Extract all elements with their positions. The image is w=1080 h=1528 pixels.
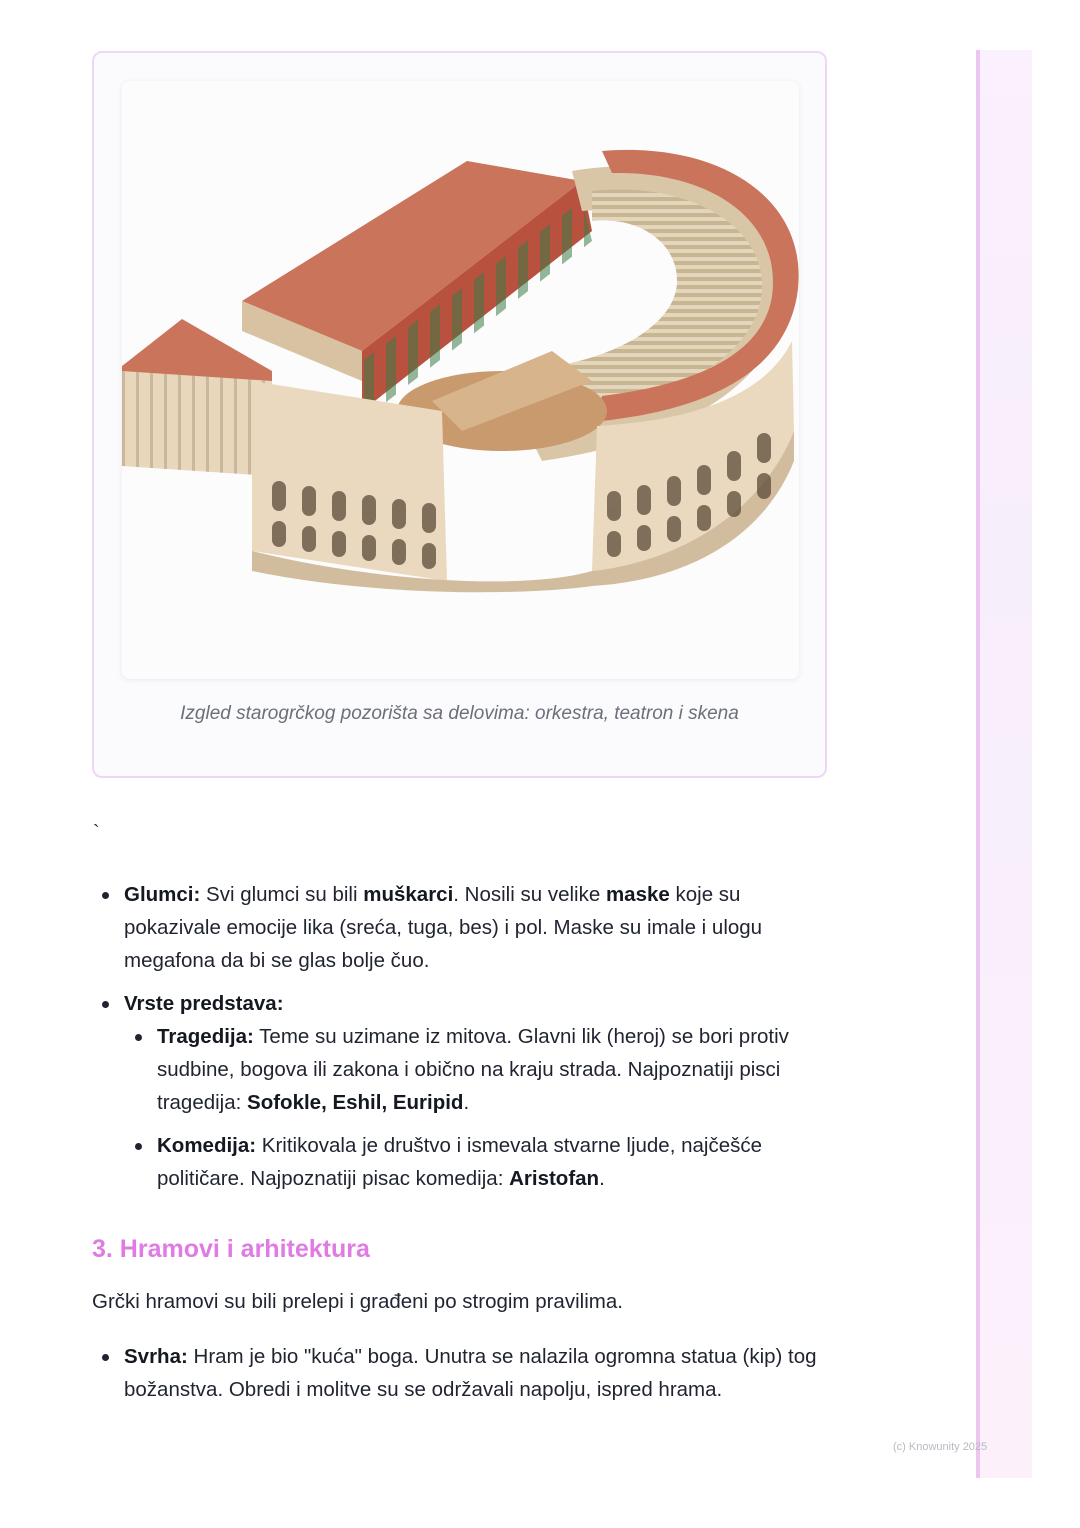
bold-text: maske [605,883,670,906]
theater-illustration [122,81,799,679]
bold-text: Sofokle, Eshil, Euripid [247,1091,464,1114]
text: Hram je bio "kuća" boga. Unutra se nalazila ogromna statua (kip) tog božanstva. Obredi i molitve su se održavali napolju, ispred hrama. [124,1345,817,1401]
copyright-footer: (c) Knowunity 2025 [893,1441,988,1453]
main-content [92,878,822,1416]
term-svrha: Svrha: [124,1345,188,1368]
play-types-list [124,1020,822,1195]
term-vrste: Vrste predstava: [124,992,284,1015]
theater-list [92,878,822,1195]
text: Teme su uzimane iz mitova. Glavni lik (heroj) se bori protiv sudbine, bogova ili zakona i obično na kraju strada. Najpoznatiji pisci tragedija: [157,1025,789,1114]
text: koje su pokazivale emocije lika (sreća, tuga, bes) i pol. Maske su imale i ulogu megafona da bi se glas bolje čuo. [124,883,763,972]
figure-caption: Izgled starogrčkog pozorišta sa delovima: orkestra, teatron i skena [180,703,739,724]
text: Svi glumci su bili [200,883,364,906]
text: Kritikovala je društvo i ismevala stvarne ljude, najčešće političare. Najpoznatiji pisac komedija: [157,1134,763,1190]
side-margin-strip [976,50,1032,1478]
bold-text: muškarci [363,883,454,906]
text: . [463,1091,470,1114]
temple-list [92,1340,822,1406]
section-heading: 3. Hramovi i arhitektura [92,1235,370,1263]
section-intro: Grčki hramovi su bili prelepi i građeni po strogim pravilima. [92,1290,623,1313]
text: . Nosili su velike [453,883,606,906]
list-item-komedija [157,1129,822,1195]
list-item-glumci [124,878,822,977]
term-komedija: Komedija: [157,1134,257,1157]
bold-text: Aristofan [509,1167,600,1190]
term-tragedija: Tragedija: [157,1025,254,1048]
term-glumci: Glumci: [124,883,201,906]
list-item-svrha [124,1340,822,1406]
text: . [599,1167,605,1190]
list-item-tragedija [157,1020,822,1119]
list-item-vrste [124,987,822,1195]
stray-backtick: ` [93,822,100,844]
figure-card [92,51,827,778]
